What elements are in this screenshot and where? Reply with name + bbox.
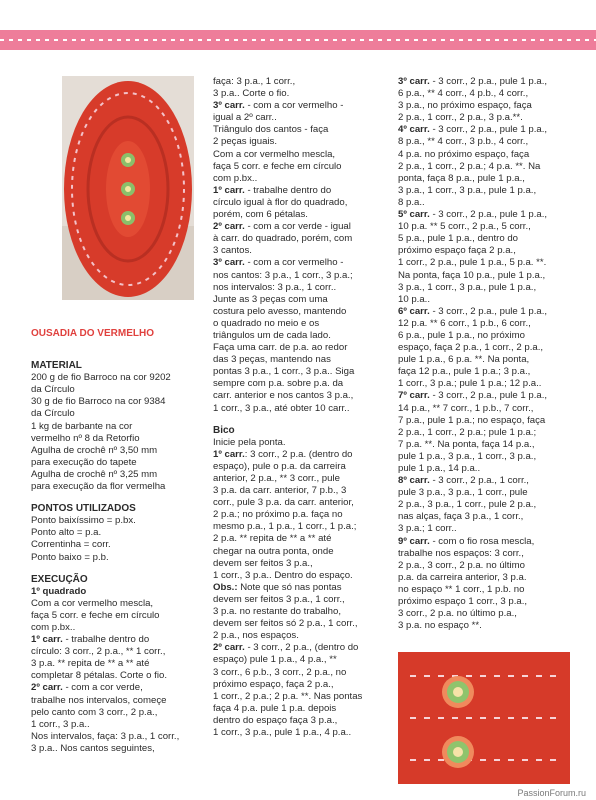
step-text: com p.bx.. xyxy=(31,621,76,633)
material-line: vermelho nº 8 da Retorfio xyxy=(31,432,140,444)
instruction-line xyxy=(398,378,570,390)
instruction-line xyxy=(398,451,570,463)
instruction-line xyxy=(213,366,391,378)
step-text: 8 p.a., ** 4 corr., 3 p.b., 4 corr., xyxy=(398,136,529,148)
step-label: 7º carr. xyxy=(398,390,430,402)
step-text: pontas 3 p.a., 1 corr., 3 p.a.. Siga xyxy=(213,366,355,378)
material-line: da Círculo xyxy=(31,408,75,420)
instruction-line xyxy=(398,209,570,221)
step-text: : 3 corr., 2 p.a. (dentro do xyxy=(244,448,353,460)
instruction-line xyxy=(398,185,570,197)
instruction-line xyxy=(398,149,570,161)
step-text: Junte as 3 peças com uma xyxy=(213,293,328,305)
instruction-line xyxy=(213,691,391,703)
column-3 xyxy=(398,76,570,632)
instruction-line xyxy=(213,485,391,497)
instruction-line xyxy=(31,670,201,682)
instruction-line xyxy=(398,257,570,269)
instruction-line xyxy=(398,100,570,112)
step-label: 1º carr. xyxy=(213,184,245,196)
bico-heading: Bico xyxy=(213,424,235,436)
instruction-line xyxy=(213,570,391,582)
instruction-line xyxy=(213,461,391,473)
step-label: 1º carr. xyxy=(31,634,63,646)
instruction-line xyxy=(398,245,570,257)
step-text: no espaço ** 1 corr., 1 p.b. no xyxy=(398,583,525,595)
instruction-line xyxy=(398,463,570,475)
instruction-line xyxy=(213,354,391,366)
step-text: 14 p.a., ** 7 corr., 1 p.b., 7 corr., xyxy=(398,402,534,414)
instruction-line xyxy=(213,161,391,173)
instruction-line xyxy=(398,354,570,366)
instruction-line xyxy=(213,221,391,233)
instruction-line xyxy=(398,475,570,487)
step-text: 3 p.a., 1 corr., 3 p.a., pule 1 p.a., xyxy=(398,184,537,196)
instruction-line xyxy=(398,523,570,535)
step-text: 3 p.a.. Nos cantos seguintes, xyxy=(31,742,155,754)
step-text: pelo canto com 3 corr., 2 p.a., xyxy=(31,706,158,718)
step-text: - 3 corr., 2 p.a., pule 1 p.a., xyxy=(429,76,548,87)
instruction-line xyxy=(213,473,391,485)
instruction-line xyxy=(398,548,570,560)
instruction-line xyxy=(213,124,391,136)
instruction-line xyxy=(213,294,391,306)
step-text: nos cantos: 3 p.a., 1 corr., 3 p.a.; xyxy=(213,269,353,281)
instruction-line xyxy=(398,499,570,511)
instruction-line xyxy=(31,598,201,610)
instruction-line xyxy=(398,427,570,439)
material-line: Agulha de crochê nº 3,25 mm xyxy=(31,468,158,480)
step-text: 4 p.a. no próximo espaço, faça xyxy=(398,148,530,160)
step-text: 12 p.a. ** 6 corr., 1 p.b., 6 corr., xyxy=(398,317,531,329)
step-text: - 3 corr., 2 p.a., pule 1 p.a., xyxy=(429,390,548,402)
step-label: 3º carr. xyxy=(213,100,245,112)
step-text: trabalhe nos espaços: 3 corr., xyxy=(398,547,524,559)
step-text: 7 p.a. **. Na ponta, faça 14 p.a., xyxy=(398,438,535,450)
step-text: 3 corr., 2 p.a. no último p.a., xyxy=(398,608,517,620)
step-text: próximo espaço faça 2 p.a., xyxy=(398,245,516,257)
step-text: 2 p.a., 1 corr., 2 p.a.; pule 1 p.a.; xyxy=(398,426,537,438)
instruction-line xyxy=(398,511,570,523)
instruction-line xyxy=(213,606,391,618)
step-label: Obs.: xyxy=(213,581,238,593)
ponto-line: Correntinha = corr. xyxy=(31,539,111,551)
step-text: devem ser feitos só 2 p.a., 1 corr., xyxy=(213,618,358,630)
instruction-line xyxy=(398,536,570,548)
step-text: 3 p.a. no espaço **. xyxy=(398,620,482,632)
step-text: - 3 corr., 2 p.a., (dentro do xyxy=(244,642,359,654)
material-line: da Círculo xyxy=(31,384,75,396)
instruction-line xyxy=(398,136,570,148)
step-text: 2 peças iguais. xyxy=(213,136,277,148)
instruction-line xyxy=(213,403,391,415)
material-line: Agulha de crochê nº 3,50 mm xyxy=(31,444,158,456)
step-text: - trabalhe dentro do xyxy=(62,634,150,646)
instructions-col3 xyxy=(398,76,570,632)
material-list xyxy=(31,372,201,493)
instruction-line xyxy=(398,572,570,584)
step-text: anterior, 2 p.a., ** 3 corr., pule xyxy=(213,473,340,484)
ponto-line: Ponto alto = p.a. xyxy=(31,527,102,539)
instruction-line xyxy=(213,88,391,100)
ponto-line: Ponto baixo = p.b. xyxy=(31,551,109,563)
instruction-line xyxy=(398,620,570,632)
step-label: 2º carr. xyxy=(31,682,63,694)
step-text: sempre com p.a. sobre p.a. da xyxy=(213,378,344,390)
step-text: 3 cantos. xyxy=(213,245,252,257)
instruction-line xyxy=(398,197,570,209)
step-text: círculo igual à flor do quadrado, xyxy=(213,196,348,208)
instruction-line xyxy=(213,654,391,666)
instruction-line xyxy=(398,161,570,173)
material-line: para execução da flor vermelha xyxy=(31,481,166,493)
material-line: para execução do tapete xyxy=(31,456,137,468)
step-text: faça 12 p.a., pule 1 p.a.; 3 p.a., xyxy=(398,366,531,378)
instruction-line xyxy=(31,682,201,694)
instruction-line xyxy=(398,76,570,88)
instruction-line xyxy=(398,282,570,294)
step-text: 2 p.a., 1 corr., 2 p.a.; 4 p.a. **. Na xyxy=(398,160,541,172)
instruction-line xyxy=(398,439,570,451)
instruction-line xyxy=(213,209,391,221)
step-text: 5 p.a., pule 1 p.a., dentro do xyxy=(398,233,519,245)
instruction-line xyxy=(398,366,570,378)
quadrado-heading: 1º quadrado xyxy=(31,585,87,597)
step-text: trabalhe nos intervalos, começe xyxy=(31,694,167,706)
step-text: 2 p.a.; no próximo p.a. faça no xyxy=(213,509,343,521)
step-text: 7 p.a., pule 1 p.a.; no espaço, faça xyxy=(398,414,546,426)
step-text: devem ser feitos 3 p.a., xyxy=(213,557,313,569)
step-text: à carr. do quadrado, porém, com xyxy=(213,233,353,245)
step-label: 5º carr. xyxy=(398,209,430,221)
instruction-line xyxy=(213,100,391,112)
step-text: devem ser feitos 3 p.a., 1 corr., xyxy=(213,593,345,605)
instruction-line xyxy=(213,715,391,727)
instruction-line xyxy=(213,727,391,739)
step-text: das 3 peças, mantendo nas xyxy=(213,354,331,366)
instruction-line xyxy=(213,582,391,594)
step-text: 3 p.a. ** repita de ** a ** até xyxy=(31,658,150,670)
step-text: 3 p.a., no próximo espaço, faça xyxy=(398,100,532,112)
instruction-line xyxy=(213,330,391,342)
step-text: - 3 corr., 2 p.a., pule 1 p.a., xyxy=(429,305,548,317)
instruction-line xyxy=(31,658,201,670)
instruction-line xyxy=(213,149,391,161)
step-text: - com a cor verde, xyxy=(62,682,143,694)
instruction-line xyxy=(398,306,570,318)
instruction-line xyxy=(398,124,570,136)
instruction-line xyxy=(398,330,570,342)
pontos-list xyxy=(31,515,201,563)
instruction-line xyxy=(398,112,570,124)
instruction-line xyxy=(31,634,201,646)
step-text: chegar na outra ponta, onde xyxy=(213,545,334,557)
crochet-doily-illustration xyxy=(62,76,194,300)
step-text: 1 corr., 3 p.a.. xyxy=(31,718,90,730)
material-heading: MATERIAL xyxy=(31,360,82,372)
material-line: 1 kg de barbante na cor xyxy=(31,420,133,432)
instruction-line xyxy=(31,719,201,731)
instruction-line xyxy=(213,112,391,124)
instruction-line xyxy=(398,173,570,185)
step-text: 3 p.a. da carr. anterior, 7 p.b., 3 xyxy=(213,485,347,497)
step-text: dentro do espaço faça 3 p.a., xyxy=(213,714,338,726)
column-1 xyxy=(31,328,201,755)
instruction-line xyxy=(213,197,391,209)
instruction-line xyxy=(31,695,201,707)
step-text: faça 4 p.a. pule 1 p.a. depois xyxy=(213,702,337,714)
step-text: 2 p.a., 3 p.a., 1 corr., pule 2 p.a., xyxy=(398,499,537,511)
step-text: 2 p.a., 1 corr., 2 p.a., 3 p.a.**. xyxy=(398,112,523,124)
instruction-line xyxy=(213,546,391,558)
instruction-line xyxy=(213,558,391,570)
step-text: círculo: 3 corr., 2 p.a., ** 1 corr., xyxy=(31,646,166,658)
step-text: 1 corr., 3 p.a., pule 1 p.a., 4 p.a.. xyxy=(213,726,352,738)
instruction-line xyxy=(398,584,570,596)
step-text: 3 corr., 6 p.b., 3 corr., 2 p.a., no xyxy=(213,666,347,678)
instruction-line xyxy=(213,270,391,282)
instruction-line xyxy=(398,270,570,282)
instruction-line xyxy=(213,521,391,533)
step-label: 6º carr. xyxy=(398,305,430,317)
step-label: 2º carr. xyxy=(213,642,245,654)
instruction-line xyxy=(398,88,570,100)
instruction-line xyxy=(213,703,391,715)
material-line: 200 g de fio Barroco na cor 9202 xyxy=(31,372,171,384)
step-text: 3 p.a. no restante do trabalho, xyxy=(213,606,342,618)
instruction-line xyxy=(398,403,570,415)
instruction-line xyxy=(213,594,391,606)
step-text: Com a cor vermelho mescla, xyxy=(31,597,154,609)
step-text: 2 p.a., nos espaços. xyxy=(213,630,299,642)
step-text: Nos intervalos, faça: 3 p.a., 1 corr., xyxy=(31,730,180,742)
instruction-line xyxy=(213,630,391,642)
instruction-line xyxy=(398,318,570,330)
instruction-line xyxy=(213,233,391,245)
instruction-line xyxy=(398,221,570,233)
step-text: Com a cor vermelho mescla, xyxy=(213,148,336,160)
instruction-line xyxy=(398,294,570,306)
instruction-line xyxy=(213,497,391,509)
step-text: nas alças, faça 3 p.a., 1 corr., xyxy=(398,511,524,523)
decorative-header-stripe xyxy=(0,30,596,50)
step-text: 3 p.a., 1 corr., 3 p.a., pule 1 p.a., xyxy=(398,281,537,293)
step-text: com p.bx.. xyxy=(213,172,258,184)
step-text: 6 p.a., pule 1 p.a., no próximo xyxy=(398,329,525,341)
step-text: 1 corr., 2 p.a., pule 1 p.a., 5 p.a. **. xyxy=(398,257,547,269)
step-text: - com a cor vermelho - xyxy=(244,100,344,112)
ponto-line: Ponto baixíssimo = p.bx. xyxy=(31,515,136,527)
pattern-title: OUSADIA DO VERMELHO xyxy=(31,328,154,339)
instruction-line xyxy=(398,415,570,427)
step-text: próximo espaço 1 corr., 3 p.a., xyxy=(398,596,528,608)
step-text: - trabalhe dentro do xyxy=(244,184,332,196)
instruction-line xyxy=(213,282,391,294)
step-text: Na ponta, faça 10 p.a., pule 1 p.a., xyxy=(398,269,546,281)
step-text: costura pelo avesso, mantendo xyxy=(213,305,347,317)
instruction-line xyxy=(213,76,391,88)
step-text: - com a cor vermelho - xyxy=(244,257,344,269)
instruction-line xyxy=(213,173,391,185)
crochet-flower-detail-illustration xyxy=(398,652,570,784)
step-text: faça 5 corr. e feche em círculo xyxy=(31,609,160,621)
step-text: faça 5 corr. e feche em círculo xyxy=(213,160,342,172)
step-text: 10 p.a.. xyxy=(398,293,431,305)
step-text: espaço, faça 2 p.a., 1 corr., 2 p.a., xyxy=(398,342,544,354)
instruction-line xyxy=(31,610,201,622)
step-text: faça: 3 p.a., 1 corr., xyxy=(213,76,296,87)
instruction-line xyxy=(213,642,391,654)
instruction-line xyxy=(213,318,391,330)
column-2 xyxy=(213,76,391,739)
step-text: Inicie pela ponta. xyxy=(213,436,286,448)
instruction-line xyxy=(398,608,570,620)
step-label: 8º carr. xyxy=(398,475,430,487)
step-label: 3º carr. xyxy=(398,76,430,87)
instruction-line xyxy=(398,596,570,608)
step-text: 1 corr., 3 p.a.. Dentro do espaço. xyxy=(213,569,353,581)
step-label: 2º carr. xyxy=(213,221,245,233)
instruction-line xyxy=(213,378,391,390)
step-label: 1º carr. xyxy=(213,448,245,460)
step-text: nos intervalos: 3 p.a., 1 corr.. xyxy=(213,281,337,293)
step-text: espaço), pule o p.a. da carreira xyxy=(213,460,346,472)
instruction-line xyxy=(398,560,570,572)
step-text: corr., pule 3 p.a. da carr. anterior, xyxy=(213,497,354,509)
step-text: 2 p.a. ** repita de ** a ** até xyxy=(213,533,332,545)
step-text: pule 1 p.a., 14 p.a.. xyxy=(398,463,481,474)
step-text: Faça uma carr. de p.a. ao redor xyxy=(213,342,348,354)
instruction-line xyxy=(213,390,391,402)
instruction-line xyxy=(213,533,391,545)
instruction-line xyxy=(213,257,391,269)
step-text: 2 p.a., 3 corr., 2 p.a. no último xyxy=(398,559,525,571)
instruction-line xyxy=(213,437,391,449)
step-text: triângulos um de cada lado. xyxy=(213,329,331,341)
instruction-line xyxy=(31,731,201,743)
step-text: Triângulo dos cantos - faça xyxy=(213,124,329,136)
instructions-col2-a xyxy=(213,76,391,415)
instruction-line xyxy=(213,449,391,461)
step-text: 3 p.a.. Corte o fio. xyxy=(213,88,290,100)
step-text: 6 p.a., ** 4 corr., 4 p.b., 4 corr., xyxy=(398,88,529,100)
instruction-line xyxy=(31,707,201,719)
step-text: igual a 2º carr.. xyxy=(213,112,277,124)
step-text: completar 8 pétalas. Corte o fio. xyxy=(31,670,167,682)
instruction-line xyxy=(213,245,391,257)
step-text: - 3 corr., 2 p.a., pule 1 p.a., xyxy=(429,124,548,136)
step-text: - com a cor verde - igual xyxy=(244,221,351,233)
instruction-line xyxy=(213,185,391,197)
instruction-line xyxy=(31,646,201,658)
detail-photo xyxy=(398,652,570,784)
step-text: espaço) pule 1 p.a., 4 p.a., ** xyxy=(213,654,337,666)
instructions-col2-b xyxy=(213,437,391,739)
step-text: p.a. da carreira anterior, 3 p.a. xyxy=(398,571,527,583)
execucao-heading: EXECUÇÃO xyxy=(31,573,88,585)
source-watermark: PassionForum.ru xyxy=(517,788,586,798)
step-text: - 3 corr., 2 p.a., 1 corr., xyxy=(429,475,529,487)
step-text: carr. anterior e nos cantos 3 p.a., xyxy=(213,390,354,402)
step-text: 1 corr., 3 p.a., até obter 10 carr.. xyxy=(213,402,350,414)
instruction-line xyxy=(31,743,201,755)
instruction-line xyxy=(213,342,391,354)
step-text: 10 p.a. ** 5 corr., 2 p.a., 5 corr., xyxy=(398,221,531,233)
step-text: porém, com 6 pétalas. xyxy=(213,209,308,221)
step-text: próximo espaço, faça 2 p.a., xyxy=(213,678,334,690)
instruction-line xyxy=(213,306,391,318)
step-text: pule 3 p.a., 3 p.a., 1 corr., pule xyxy=(398,487,528,499)
instruction-line xyxy=(398,342,570,354)
instruction-line xyxy=(213,667,391,679)
step-text: ponta, faça 8 p.a., pule 1 p.a., xyxy=(398,172,525,184)
instruction-line xyxy=(398,390,570,402)
step-label: 3º carr. xyxy=(213,257,245,269)
instruction-line xyxy=(213,679,391,691)
material-line: 30 g de fio Barroco na cor 9384 xyxy=(31,396,166,408)
doily-photo xyxy=(62,76,194,300)
instruction-line xyxy=(398,487,570,499)
instruction-line xyxy=(213,618,391,630)
instruction-line xyxy=(213,136,391,148)
step-text: pule 1 p.a., 6 p.a. **. Na ponta, xyxy=(398,354,530,366)
step-label: 9º carr. xyxy=(398,535,430,547)
step-text: Note que só nas pontas xyxy=(237,581,342,593)
instruction-line xyxy=(398,233,570,245)
step-text: pule 1 p.a., 3 p.a., 1 corr., 3 p.a., xyxy=(398,450,537,462)
instruction-line xyxy=(213,509,391,521)
instruction-line xyxy=(31,622,201,634)
step-text: - com o fio rosa mescla, xyxy=(429,535,535,547)
pontos-heading: PONTOS UTILIZADOS xyxy=(31,503,136,515)
step-text: o quadrado no meio e os xyxy=(213,317,320,329)
step-text: - 3 corr., 2 p.a., pule 1 p.a., xyxy=(429,209,548,221)
step-text: 3 p.a.; 1 corr.. xyxy=(398,523,457,535)
step-label: 4º carr. xyxy=(398,124,430,136)
step-text: 8 p.a.. xyxy=(398,196,425,208)
instructions-col1 xyxy=(31,598,201,755)
step-text: 1 corr., 3 p.a.; pule 1 p.a.; 12 p.a.. xyxy=(398,378,542,390)
step-text: 1 corr., 2 p.a.; 2 p.a. **. Nas pontas xyxy=(213,690,363,702)
step-text: mesmo p.a., 1 p.a., 1 corr., 1 p.a.; xyxy=(213,521,357,533)
